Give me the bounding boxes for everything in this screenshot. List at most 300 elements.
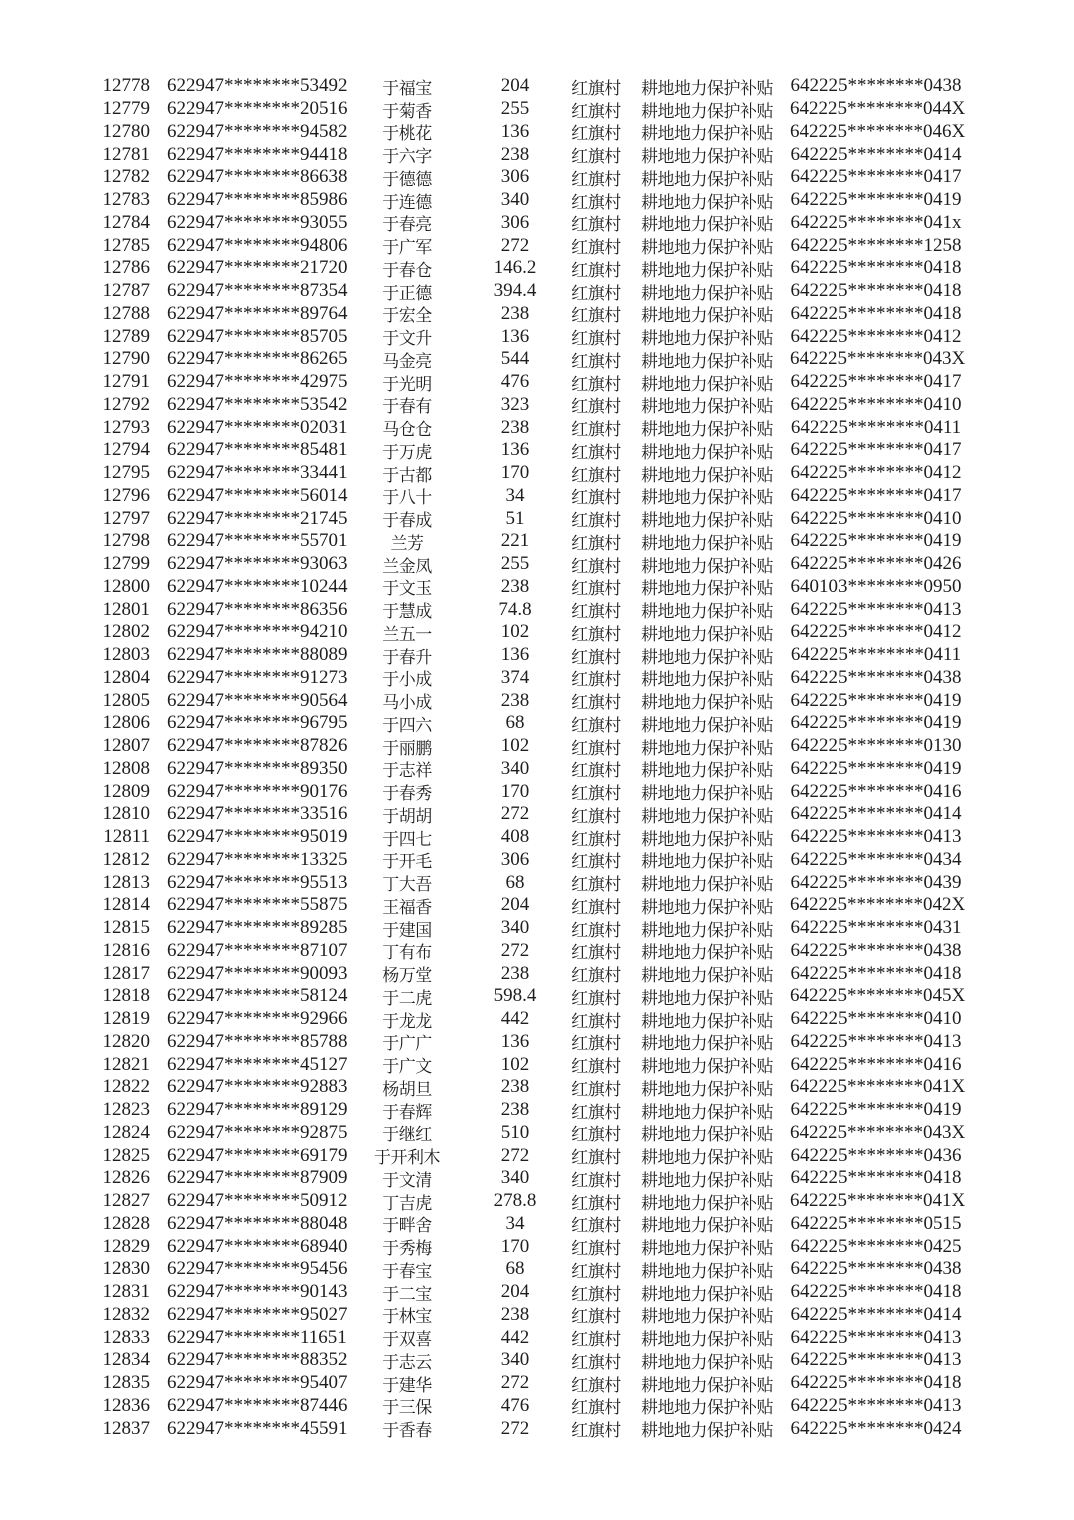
table-row [0,1395,1074,1418]
cell-masked-id: 622947********13325 [167,848,348,870]
cell-subsidy-type: 耕地地力保护补贴 [641,1307,773,1327]
cell-masked-card-number: 642225********0515 [790,1212,962,1234]
cell-masked-card-number: 642225********0416 [790,780,962,802]
cell-subsidy-type: 耕地地力保护补贴 [641,1216,773,1236]
cell-subsidy-type: 耕地地力保护补贴 [641,283,773,303]
cell-village: 红旗村 [571,533,621,553]
table-row [0,894,1074,917]
cell-row-number: 12833 [102,1326,150,1348]
table-row [0,1053,1074,1076]
cell-subsidy-type: 耕地地力保护补贴 [641,1170,773,1190]
cell-amount: 204 [500,1281,530,1303]
cell-amount: 394.4 [493,280,537,302]
table-row [0,758,1074,781]
cell-masked-id: 622947********85481 [167,439,348,461]
cell-subsidy-type: 耕地地力保护补贴 [641,1330,773,1350]
cell-masked-id: 622947********88352 [167,1349,348,1371]
cell-row-number: 12810 [102,803,150,825]
cell-amount: 272 [500,234,530,256]
cell-masked-id: 622947********55701 [167,530,348,552]
table-row [0,303,1074,326]
cell-masked-card-number: 642225********0418 [790,1281,962,1303]
table-row [0,689,1074,712]
cell-village: 红旗村 [571,1284,621,1304]
cell-masked-card-number: 642225********0418 [790,302,962,324]
cell-row-number: 12834 [102,1349,150,1371]
cell-masked-id: 622947********94418 [167,143,348,165]
cell-farmer-name: 于秀梅 [382,1239,432,1259]
cell-masked-card-number: 642225********041x [790,211,962,233]
cell-amount: 340 [500,1167,530,1189]
cell-masked-id: 622947********85986 [167,189,348,211]
cell-masked-id: 622947********20516 [167,98,348,120]
cell-farmer-name: 于春升 [382,647,432,667]
table-row [0,1031,1074,1054]
cell-farmer-name: 于龙龙 [382,1011,432,1031]
cell-village: 红旗村 [571,1261,621,1281]
cell-masked-id: 622947********89129 [167,1099,348,1121]
cell-masked-card-number: 642225********0431 [790,917,962,939]
cell-village: 红旗村 [571,647,621,667]
cell-amount: 170 [500,780,530,802]
cell-masked-card-number: 642225********0414 [790,1303,962,1325]
table-row [0,485,1074,508]
cell-amount: 68 [505,1258,525,1280]
cell-masked-card-number: 642225********0413 [790,598,962,620]
table-row [0,576,1074,599]
table-row [0,1167,1074,1190]
cell-masked-card-number: 642225********0424 [790,1417,962,1439]
cell-farmer-name: 于春有 [382,397,432,417]
cell-farmer-name: 于二虎 [382,988,432,1008]
cell-village: 红旗村 [571,943,621,963]
cell-masked-card-number: 642225********0410 [790,507,962,529]
cell-farmer-name: 于菊香 [382,101,432,121]
table-row [0,257,1074,280]
cell-amount: 238 [500,689,530,711]
cell-farmer-name: 于双喜 [382,1330,432,1350]
cell-subsidy-type: 耕地地力保护补贴 [641,147,773,167]
cell-subsidy-type: 耕地地力保护补贴 [641,693,773,713]
cell-village: 红旗村 [571,579,621,599]
cell-amount: 34 [505,1212,525,1234]
cell-village: 红旗村 [571,1330,621,1350]
cell-village: 红旗村 [571,1421,621,1441]
cell-village: 红旗村 [571,556,621,576]
cell-masked-id: 622947********90564 [167,689,348,711]
cell-masked-id: 622947********50912 [167,1190,348,1212]
cell-farmer-name: 兰金凤 [382,556,432,576]
cell-amount: 306 [500,848,530,870]
cell-subsidy-type: 耕地地力保护补贴 [641,897,773,917]
cell-farmer-name: 于志祥 [382,761,432,781]
cell-row-number: 12783 [102,189,150,211]
cell-farmer-name: 马小成 [382,693,432,713]
table-row [0,849,1074,872]
cell-row-number: 12819 [102,1008,150,1030]
cell-farmer-name: 于连德 [382,192,432,212]
cell-row-number: 12814 [102,894,150,916]
cell-amount: 255 [500,98,530,120]
cell-row-number: 12782 [102,166,150,188]
cell-village: 红旗村 [571,329,621,349]
cell-amount: 272 [500,1372,530,1394]
cell-amount: 170 [500,462,530,484]
cell-farmer-name: 于广广 [382,1034,432,1054]
cell-row-number: 12793 [102,416,150,438]
cell-row-number: 12797 [102,507,150,529]
cell-subsidy-type: 耕地地力保护补贴 [641,806,773,826]
cell-row-number: 12820 [102,1030,150,1052]
cell-farmer-name: 于正德 [382,283,432,303]
cell-masked-id: 622947********95019 [167,826,348,848]
cell-amount: 238 [500,1076,530,1098]
cell-masked-id: 622947********21745 [167,507,348,529]
cell-farmer-name: 于志云 [382,1352,432,1372]
cell-farmer-name: 于香春 [382,1421,432,1441]
cell-village: 红旗村 [571,1102,621,1122]
cell-row-number: 12835 [102,1372,150,1394]
cell-masked-card-number: 642225********0419 [790,1099,962,1121]
cell-farmer-name: 于继红 [382,1125,432,1145]
cell-subsidy-type: 耕地地力保护补贴 [641,1125,773,1145]
cell-amount: 442 [500,1326,530,1348]
cell-farmer-name: 于小成 [382,670,432,690]
cell-farmer-name: 于广文 [382,1057,432,1077]
cell-farmer-name: 于广军 [382,238,432,258]
cell-farmer-name: 于开毛 [382,852,432,872]
cell-amount: 510 [500,1121,530,1143]
cell-row-number: 12796 [102,484,150,506]
cell-village: 红旗村 [571,897,621,917]
cell-masked-id: 622947********87909 [167,1167,348,1189]
cell-masked-id: 622947********91273 [167,666,348,688]
cell-masked-id: 622947********88048 [167,1212,348,1234]
table-row [0,553,1074,576]
cell-masked-id: 622947********21720 [167,257,348,279]
table-row [0,1304,1074,1327]
cell-village: 红旗村 [571,1193,621,1213]
cell-subsidy-type: 耕地地力保护补贴 [641,397,773,417]
cell-subsidy-type: 耕地地力保护补贴 [641,1102,773,1122]
cell-row-number: 12787 [102,280,150,302]
cell-subsidy-type: 耕地地力保护补贴 [641,624,773,644]
cell-amount: 102 [500,1053,530,1075]
cell-amount: 146.2 [493,257,537,279]
cell-village: 红旗村 [571,260,621,280]
cell-row-number: 12825 [102,1144,150,1166]
cell-row-number: 12788 [102,302,150,324]
cell-row-number: 12794 [102,439,150,461]
cell-subsidy-type: 耕地地力保护补贴 [641,1011,773,1031]
cell-village: 红旗村 [571,1148,621,1168]
cell-row-number: 12780 [102,120,150,142]
cell-farmer-name: 于春宝 [382,1261,432,1281]
cell-village: 红旗村 [571,1216,621,1236]
cell-row-number: 12800 [102,575,150,597]
cell-farmer-name: 于古都 [382,465,432,485]
cell-subsidy-type: 耕地地力保护补贴 [641,169,773,189]
cell-masked-id: 622947********94210 [167,621,348,643]
table-row [0,1281,1074,1304]
cell-subsidy-type: 耕地地力保护补贴 [641,1352,773,1372]
cell-row-number: 12795 [102,462,150,484]
cell-masked-id: 622947********53542 [167,393,348,415]
cell-subsidy-type: 耕地地力保护补贴 [641,1148,773,1168]
cell-masked-id: 622947********87826 [167,735,348,757]
cell-village: 红旗村 [571,784,621,804]
cell-row-number: 12837 [102,1417,150,1439]
cell-village: 红旗村 [571,1011,621,1031]
cell-masked-card-number: 642225********0412 [790,462,962,484]
cell-amount: 272 [500,1144,530,1166]
cell-row-number: 12808 [102,757,150,779]
cell-row-number: 12817 [102,962,150,984]
table-row [0,439,1074,462]
cell-masked-id: 622947********90176 [167,780,348,802]
cell-masked-id: 622947********10244 [167,575,348,597]
cell-amount: 374 [500,666,530,688]
cell-village: 红旗村 [571,101,621,121]
cell-row-number: 12823 [102,1099,150,1121]
cell-masked-card-number: 642225********045X [790,985,966,1007]
cell-masked-id: 622947********89350 [167,757,348,779]
table-row [0,1144,1074,1167]
cell-subsidy-type: 耕地地力保护补贴 [641,602,773,622]
cell-subsidy-type: 耕地地力保护补贴 [641,761,773,781]
table-row [0,712,1074,735]
cell-farmer-name: 丁有布 [382,943,432,963]
table-row [0,1258,1074,1281]
cell-row-number: 12807 [102,735,150,757]
cell-masked-id: 622947********45591 [167,1417,348,1439]
cell-masked-card-number: 642225********043X [790,1121,966,1143]
cell-farmer-name: 兰五一 [382,624,432,644]
cell-village: 红旗村 [571,374,621,394]
table-row [0,826,1074,849]
cell-amount: 340 [500,189,530,211]
table-row [0,780,1074,803]
table-row [0,1076,1074,1099]
cell-row-number: 12786 [102,257,150,279]
cell-amount: 340 [500,917,530,939]
cell-subsidy-type: 耕地地力保护补贴 [641,829,773,849]
cell-masked-id: 622947********45127 [167,1053,348,1075]
cell-farmer-name: 于开利木 [374,1148,440,1168]
cell-row-number: 12801 [102,598,150,620]
cell-amount: 238 [500,416,530,438]
cell-subsidy-type: 耕地地力保护补贴 [641,784,773,804]
cell-village: 红旗村 [571,988,621,1008]
cell-farmer-name: 兰芳 [390,533,424,553]
cell-masked-card-number: 642225********041X [790,1076,966,1098]
cell-amount: 238 [500,1099,530,1121]
table-row [0,212,1074,235]
cell-masked-card-number: 642225********0417 [790,439,962,461]
cell-masked-card-number: 642225********041X [790,1190,966,1212]
cell-farmer-name: 丁大吾 [382,875,432,895]
cell-farmer-name: 于福宝 [382,78,432,98]
cell-farmer-name: 马金亮 [382,351,432,371]
cell-village: 红旗村 [571,920,621,940]
cell-masked-id: 622947********93055 [167,211,348,233]
cell-masked-id: 622947********94806 [167,234,348,256]
cell-masked-id: 622947********93063 [167,553,348,575]
cell-row-number: 12812 [102,848,150,870]
cell-row-number: 12836 [102,1394,150,1416]
cell-masked-card-number: 642225********0412 [790,621,962,643]
table-row [0,1349,1074,1372]
cell-farmer-name: 于畔舍 [382,1216,432,1236]
cell-amount: 204 [500,75,530,97]
table-row [0,644,1074,667]
cell-subsidy-type: 耕地地力保护补贴 [641,988,773,1008]
cell-row-number: 12778 [102,75,150,97]
cell-farmer-name: 丁吉虎 [382,1193,432,1213]
cell-village: 红旗村 [571,875,621,895]
cell-masked-id: 622947********94582 [167,120,348,142]
table-row [0,189,1074,212]
cell-village: 红旗村 [571,1034,621,1054]
cell-masked-card-number: 642225********0418 [790,1167,962,1189]
cell-masked-id: 622947********53492 [167,75,348,97]
table-row [0,1326,1074,1349]
cell-masked-card-number: 642225********0434 [790,848,962,870]
cell-masked-card-number: 642225********0425 [790,1235,962,1257]
cell-farmer-name: 杨胡旦 [382,1079,432,1099]
cell-masked-id: 622947********90093 [167,962,348,984]
cell-subsidy-type: 耕地地力保护补贴 [641,260,773,280]
cell-village: 红旗村 [571,306,621,326]
table-row [0,98,1074,121]
cell-row-number: 12831 [102,1281,150,1303]
cell-masked-card-number: 642225********0410 [790,393,962,415]
cell-village: 红旗村 [571,147,621,167]
cell-masked-card-number: 642225********0419 [790,757,962,779]
table-row [0,1372,1074,1395]
cell-masked-id: 622947********86638 [167,166,348,188]
cell-subsidy-type: 耕地地力保护补贴 [641,943,773,963]
table-row [0,507,1074,530]
cell-amount: 136 [500,439,530,461]
cell-farmer-name: 马仓仓 [382,420,432,440]
cell-masked-id: 622947********86356 [167,598,348,620]
table-row [0,621,1074,644]
cell-subsidy-type: 耕地地力保护补贴 [641,1421,773,1441]
cell-row-number: 12785 [102,234,150,256]
cell-subsidy-type: 耕地地力保护补贴 [641,1375,773,1395]
cell-masked-id: 622947********92875 [167,1121,348,1143]
cell-amount: 323 [500,393,530,415]
cell-amount: 102 [500,735,530,757]
cell-masked-card-number: 642225********1258 [790,234,962,256]
cell-subsidy-type: 耕地地力保护补贴 [641,875,773,895]
cell-masked-card-number: 642225********0419 [790,530,962,552]
cell-subsidy-type: 耕地地力保护补贴 [641,511,773,531]
cell-masked-id: 622947********89764 [167,302,348,324]
cell-subsidy-type: 耕地地力保护补贴 [641,1193,773,1213]
cell-masked-card-number: 642225********0413 [790,1030,962,1052]
table-row [0,143,1074,166]
cell-amount: 272 [500,939,530,961]
cell-masked-card-number: 642225********0412 [790,325,962,347]
cell-row-number: 12792 [102,393,150,415]
cell-amount: 68 [505,871,525,893]
cell-row-number: 12805 [102,689,150,711]
cell-amount: 204 [500,894,530,916]
cell-village: 红旗村 [571,693,621,713]
cell-amount: 238 [500,143,530,165]
table-row [0,1008,1074,1031]
cell-amount: 272 [500,1417,530,1439]
cell-amount: 68 [505,712,525,734]
cell-masked-id: 622947********95513 [167,871,348,893]
cell-masked-id: 622947********55875 [167,894,348,916]
cell-subsidy-type: 耕地地力保护补贴 [641,1239,773,1259]
cell-farmer-name: 于胡胡 [382,806,432,826]
cell-farmer-name: 于春亮 [382,215,432,235]
cell-row-number: 12816 [102,939,150,961]
cell-row-number: 12827 [102,1190,150,1212]
cell-masked-card-number: 642225********043X [790,348,966,370]
table-row [0,280,1074,303]
cell-masked-card-number: 640103********0950 [790,575,962,597]
cell-masked-card-number: 642225********0438 [790,1258,962,1280]
table-row [0,371,1074,394]
cell-subsidy-type: 耕地地力保护补贴 [641,420,773,440]
cell-masked-id: 622947********95456 [167,1258,348,1280]
cell-village: 红旗村 [571,78,621,98]
cell-masked-card-number: 642225********0411 [790,644,962,666]
cell-amount: 544 [500,348,530,370]
cell-masked-card-number: 642225********0418 [790,1372,962,1394]
cell-amount: 238 [500,302,530,324]
cell-masked-id: 622947********95407 [167,1372,348,1394]
cell-village: 红旗村 [571,670,621,690]
cell-subsidy-type: 耕地地力保护补贴 [641,351,773,371]
cell-village: 红旗村 [571,488,621,508]
cell-row-number: 12799 [102,553,150,575]
table-row [0,735,1074,758]
cell-masked-card-number: 642225********0418 [790,962,962,984]
cell-subsidy-type: 耕地地力保护补贴 [641,852,773,872]
cell-row-number: 12826 [102,1167,150,1189]
cell-amount: 408 [500,826,530,848]
table-row [0,962,1074,985]
cell-amount: 598.4 [493,985,537,1007]
cell-subsidy-type: 耕地地力保护补贴 [641,1398,773,1418]
table-row [0,917,1074,940]
cell-amount: 221 [500,530,530,552]
cell-farmer-name: 于春仓 [382,260,432,280]
cell-masked-id: 622947********58124 [167,985,348,1007]
cell-village: 红旗村 [571,1125,621,1145]
cell-row-number: 12815 [102,917,150,939]
cell-subsidy-type: 耕地地力保护补贴 [641,715,773,735]
cell-row-number: 12806 [102,712,150,734]
cell-farmer-name: 于宏全 [382,306,432,326]
cell-subsidy-type: 耕地地力保护补贴 [641,329,773,349]
cell-row-number: 12779 [102,98,150,120]
cell-amount: 51 [505,507,525,529]
cell-village: 红旗村 [571,420,621,440]
cell-farmer-name: 于万虎 [382,442,432,462]
cell-masked-card-number: 642225********0413 [790,1349,962,1371]
cell-village: 红旗村 [571,1170,621,1190]
cell-village: 红旗村 [571,1375,621,1395]
cell-row-number: 12784 [102,211,150,233]
cell-masked-card-number: 642225********0419 [790,712,962,734]
